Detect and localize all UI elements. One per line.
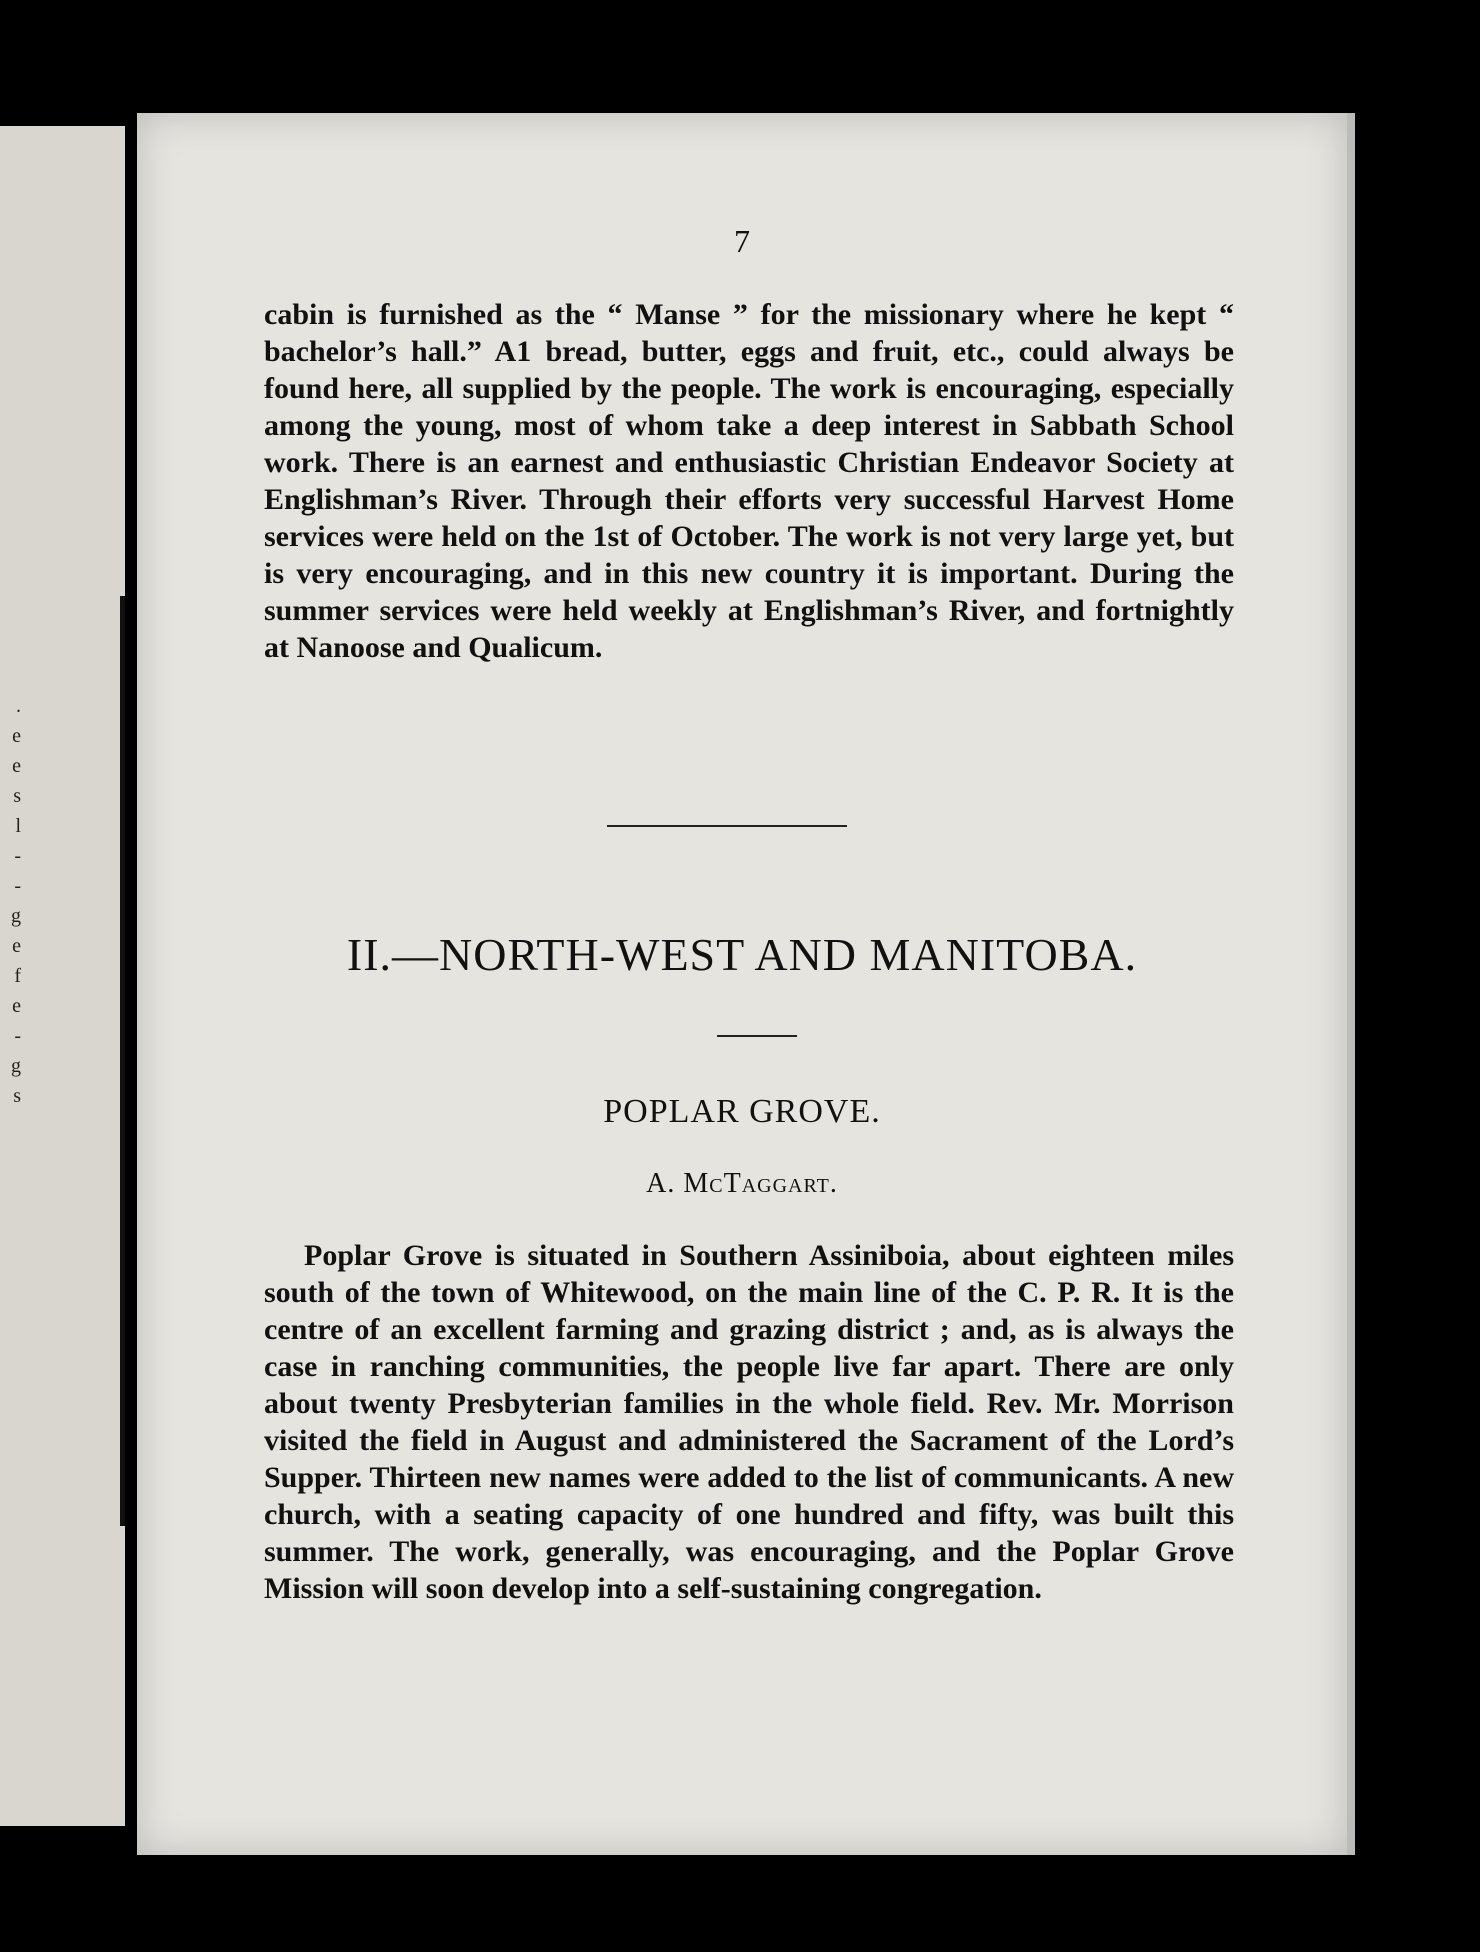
- section-heading: II.—NORTH-WEST AND MANITOBA.: [346, 929, 1138, 980]
- edge-letter: -: [14, 875, 21, 897]
- edge-letter: e: [12, 725, 21, 747]
- edge-letter: g: [11, 1055, 21, 1077]
- left-page-edge-letters: [0, 696, 21, 1116]
- page-number: 7: [734, 223, 750, 259]
- paragraph-continued: cabin is furnished as the “ Manse ” for the missionary where he kept “ bachelor’s hall.” A1 bread, butter, eggs and fruit, etc., could always be found here, all supplied by the people. The work is encouraging, especially among the young, most of whom take a deep interest in Sabbath School work. There is an earnest and enthusiastic Christian Endeavor Society at Englishman’s River. Through their efforts very successful Harvest Home services were held on the 1st of October. The work is not very large yet, but is very encouraging, and in this new country it is important. During the summer services were held weekly at Englishman’s River, and fortnightly at Nanoose and Qualicum.: [264, 298, 1234, 664]
- heading-divider: [717, 1035, 797, 1037]
- paragraph-main: Poplar Grove is situated in Southern Assiniboia, about eighteen miles south of the town of Whitewood, on the main line of the C. P. R. It is the centre of an excellent farming and grazing district ; and, as is always the case in ranching communities, the people live far apart. There are only about twenty Presbyterian families in the whole field. Rev. Mr. Morrison visited the field in August and administered the Sacrament of the Lord’s Supper. Thirteen new names were added to the list of communicants. A new church, with a seating capacity of one hundred and fifty, was built this summer. The work, generally, was encouraging, and the Poplar Grove Mission will soon develop into a self-sustaining congregation.: [264, 1239, 1234, 1605]
- page-edge: [1347, 113, 1355, 1855]
- edge-letter: l: [15, 815, 21, 837]
- edge-letter: .: [16, 695, 21, 717]
- section-divider: [607, 825, 847, 827]
- edge-letter: -: [14, 1025, 21, 1047]
- edge-letter: s: [13, 1085, 21, 1107]
- edge-letter: s: [13, 785, 21, 807]
- author-line: A. McTaggart.: [646, 1168, 838, 1199]
- gutter-rule: [120, 596, 125, 1526]
- edge-letter: e: [12, 755, 21, 777]
- edge-letter: e: [12, 935, 21, 957]
- left-page-fragment: [0, 126, 125, 1826]
- subsection-heading: POPLAR GROVE.: [603, 1093, 881, 1130]
- edge-letter: f: [14, 965, 21, 987]
- edge-letter: -: [14, 845, 21, 867]
- edge-letter: e: [12, 995, 21, 1017]
- document-page: [137, 113, 1347, 1855]
- edge-letter: g: [11, 905, 21, 927]
